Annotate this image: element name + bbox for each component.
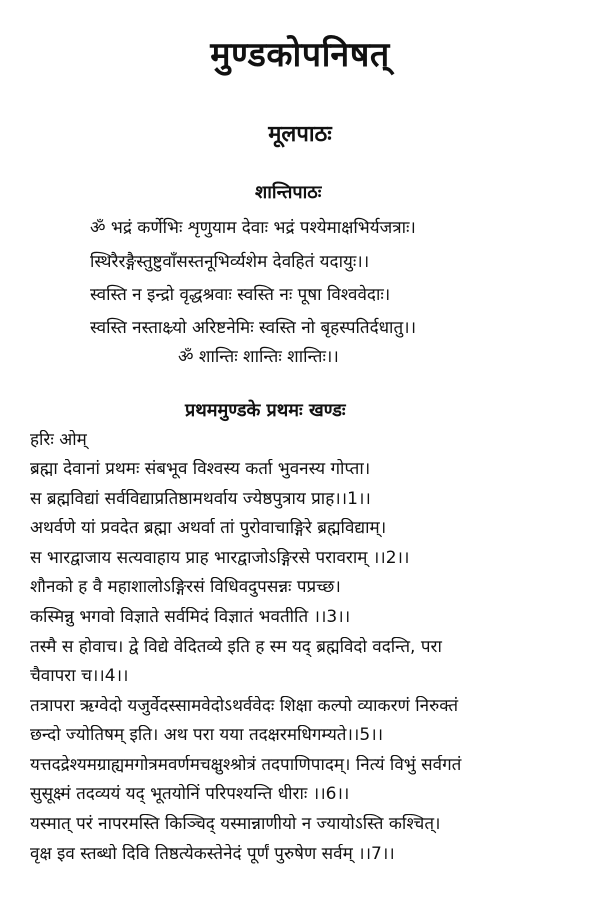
verse-line: छन्दो ज्योतिषम् इति। अथ परा यया तदक्षरमधिगम्यते।।5।। xyxy=(30,725,384,745)
shanti-line: स्वस्ति न इन्द्रो वृद्धश्रवाः स्वस्ति नः पूषा विश्ववेदाः। xyxy=(90,285,391,305)
verse-line: शौनको ह वै महाशालोऽङ्गिरसं विधिवदुपसन्नः पप्रच्छ। xyxy=(30,577,341,597)
document-subtitle: मूलपाठः xyxy=(268,122,332,147)
verse-line: यस्मात् परं नापरमस्ति किञ्चिद् यस्मान्नाणीयो न ज्यायोऽस्ति कश्चित्। xyxy=(30,814,441,834)
shanti-line: ॐ शान्तिः शान्तिः शान्तिः।। xyxy=(178,347,339,367)
verse-line: यत्तदद्रेश्यमग्राह्यमगोत्रमवर्णमचक्षुश्श्रोत्रं तदपाणिपादम्। नित्यं विभुं सर्वगतं xyxy=(30,755,462,775)
verse-line: वृक्ष इव स्तब्धो दिवि तिष्ठत्येकस्तेनेदं पूर्णं पुरुषेण सर्वम् ।।7।। xyxy=(30,844,395,864)
verse-line: सुसूक्ष्मं तदव्ययं यद् भूतयोनिं परिपश्यन्ति धीराः ।।6।। xyxy=(30,784,350,804)
shanti-line: ॐ भद्रं कर्णेभिः शृणुयाम देवाः भद्रं पश्येमाक्षभिर्यजत्राः। xyxy=(90,218,416,238)
verse-line: स भारद्वाजाय सत्यवाहाय प्राह भारद्वाजोऽङ्गिरसे परावराम् ।।2।। xyxy=(30,548,410,568)
verse-line: स ब्रह्मविद्यां सर्वविद्याप्रतिष्ठामथर्वाय ज्येष्ठपुत्राय प्राह।।1।। xyxy=(30,489,371,509)
shanti-heading: शान्तिपाठः xyxy=(255,182,322,203)
verse-line: हरिः ओम् xyxy=(30,430,87,450)
verse-line: कस्मिन्नु भगवो विज्ञाते सर्वमिदं विज्ञातं भवतीति ।।3।। xyxy=(30,607,351,627)
document-title: मुण्डकोपनिषत् xyxy=(210,35,390,75)
verse-line: अथर्वणे यां प्रवदेत ब्रह्मा अथर्वा तां पुरोवाचाङ्गिरे ब्रह्मविद्याम्। xyxy=(30,518,387,538)
verse-line: चैवापरा च।।4।। xyxy=(30,666,129,686)
verse-line: तत्रापरा ऋग्वेदो यजुर्वेदस्सामवेदोऽथर्ववेदः शिक्षा कल्पो व्याकरणं निरुक्तं xyxy=(30,696,459,716)
verse-line: तस्मै स होवाच। द्वे विद्ये वेदितव्ये इति ह स्म यद् ब्रह्मविदो वदन्ति, परा xyxy=(30,637,442,657)
khanda-heading: प्रथममुण्डके प्रथमः खण्डः xyxy=(185,400,346,421)
shanti-line: स्थिरैरङ्गैस्तुष्टुवाँसस्तनूभिर्व्यशेम देवहितं यदायुः।। xyxy=(90,252,370,272)
shanti-line: स्वस्ति नस्ताक्ष्र्यो अरिष्टनेमिः स्वस्ति नो बृहस्पतिर्दधातु।। xyxy=(90,318,417,338)
verse-line: ब्रह्मा देवानां प्रथमः संबभूव विश्वस्य कर्ता भुवनस्य गोप्ता। xyxy=(30,459,371,479)
